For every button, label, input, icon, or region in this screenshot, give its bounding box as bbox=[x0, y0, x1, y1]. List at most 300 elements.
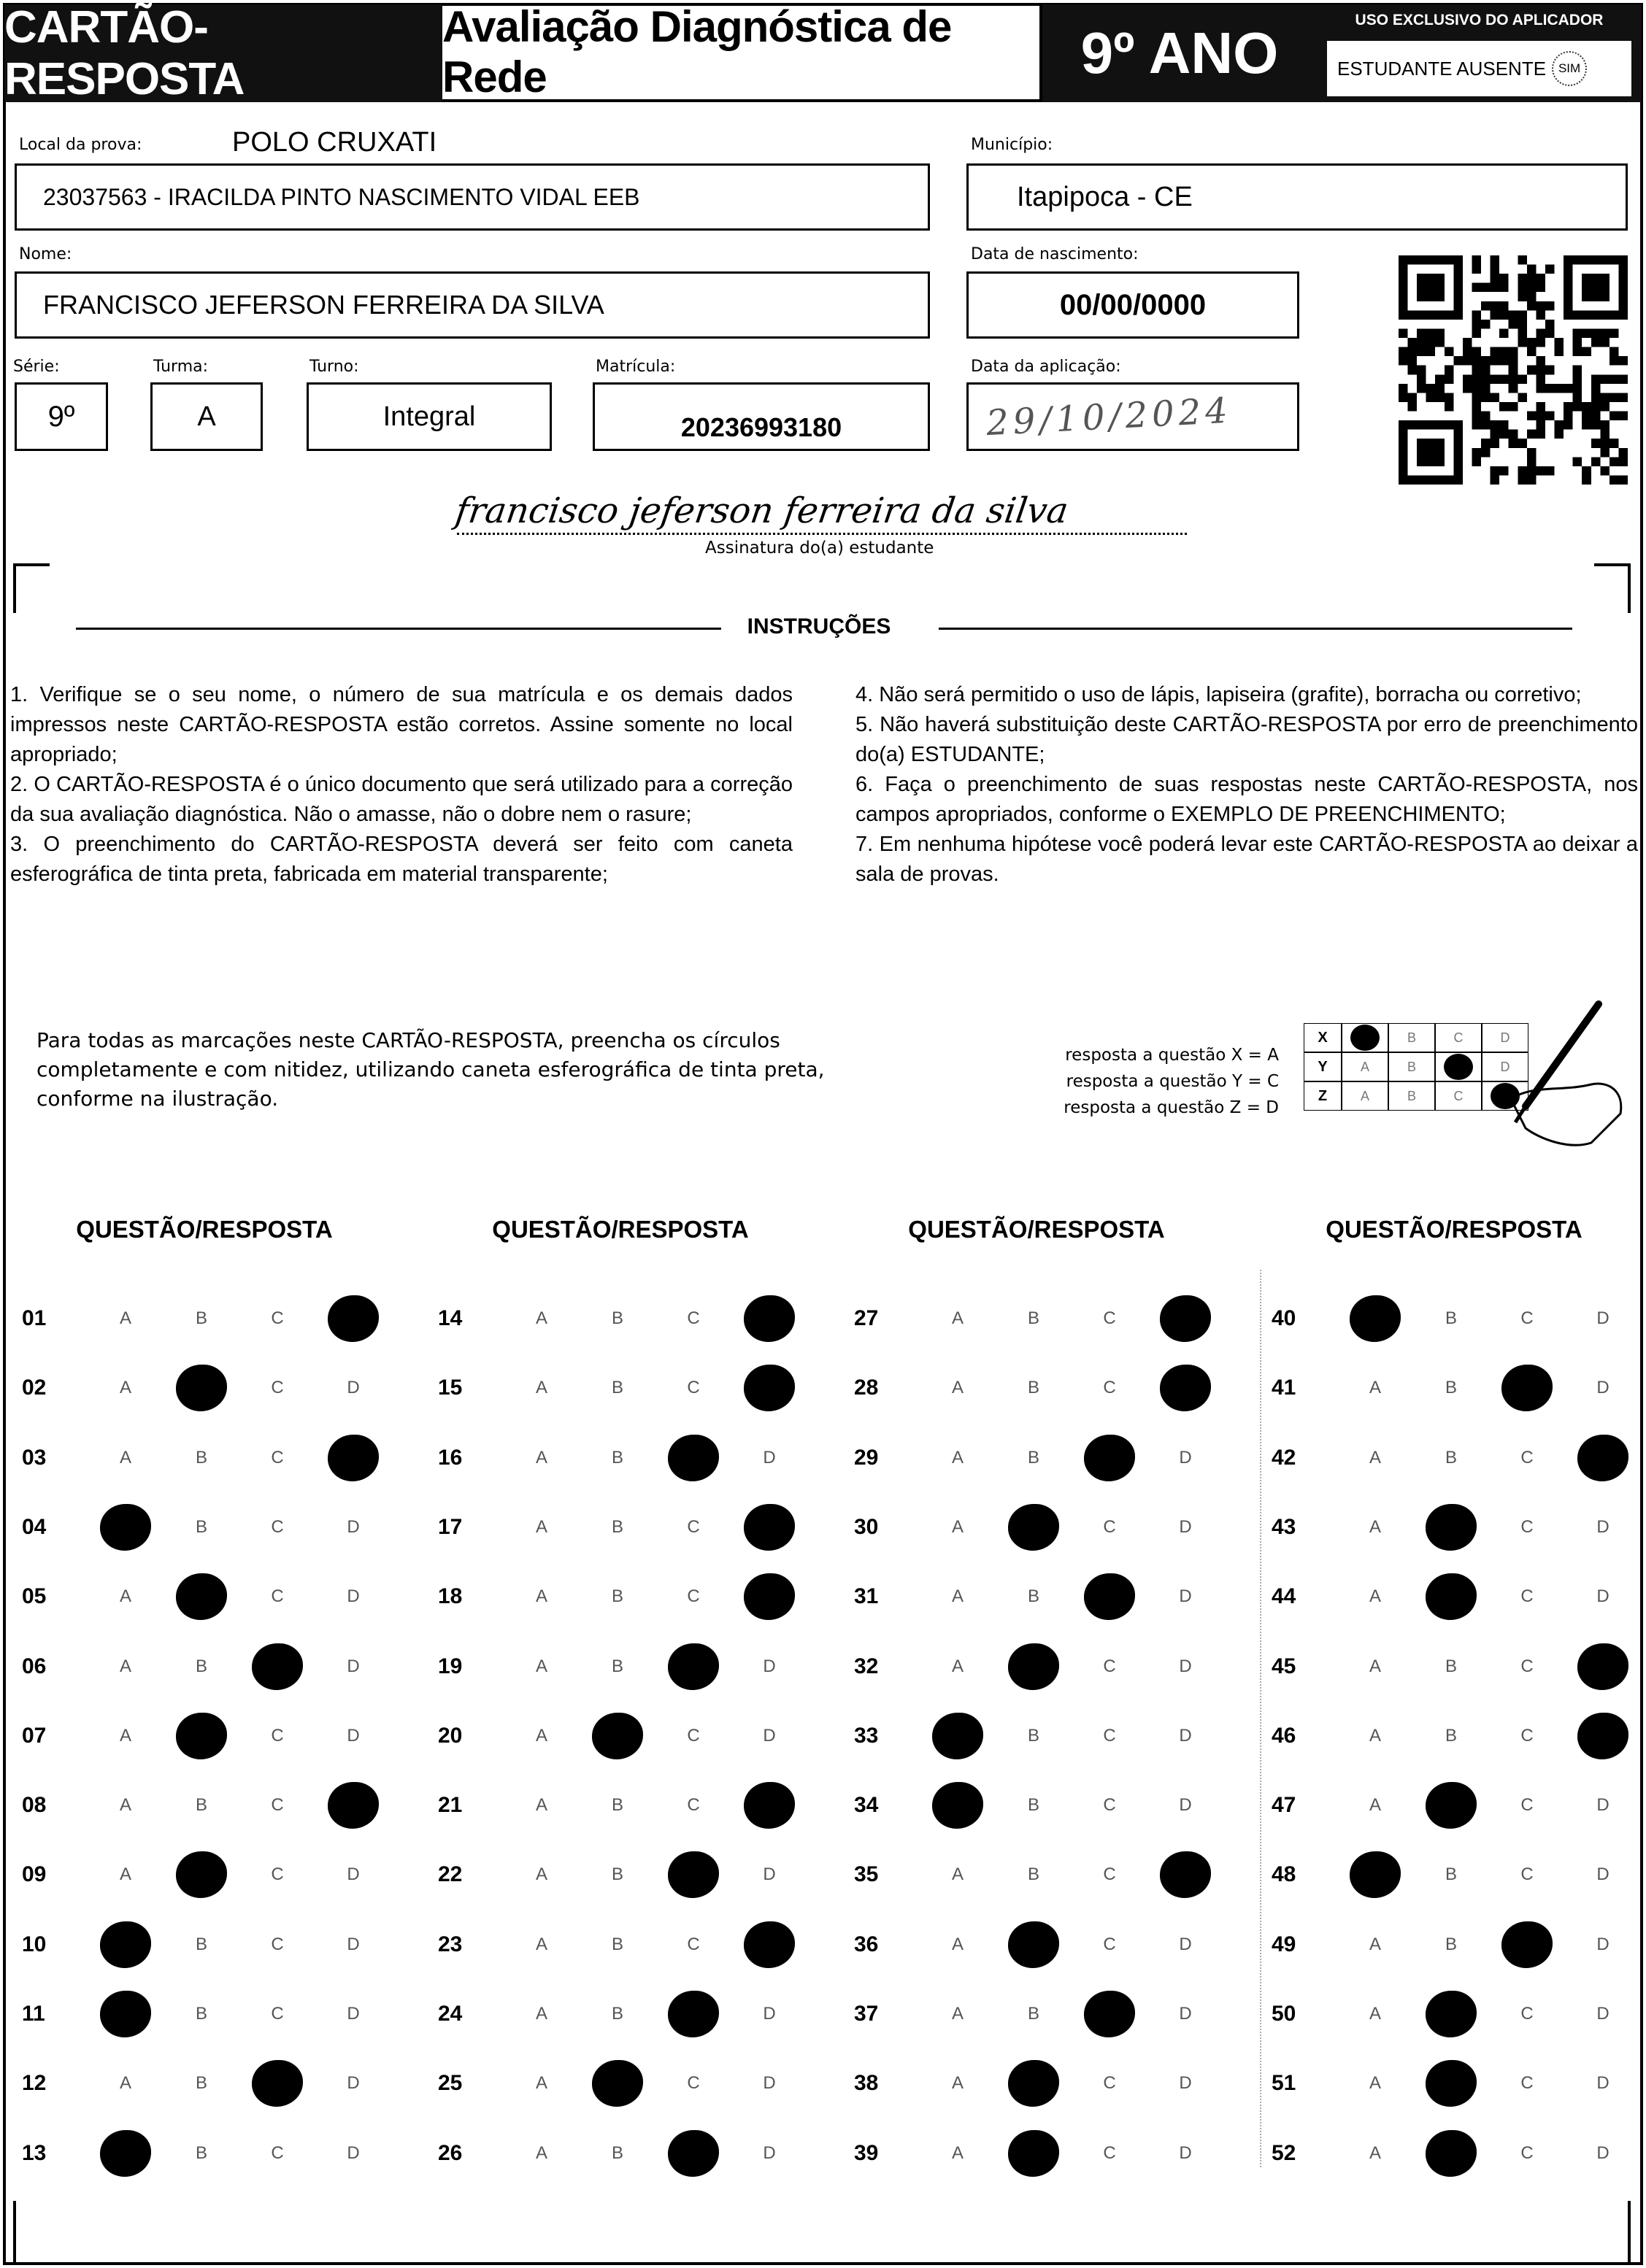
question-number: 26 bbox=[438, 2140, 463, 2165]
answer-bubble-filled[interactable] bbox=[996, 1921, 1072, 1968]
example-option: D bbox=[1482, 1023, 1528, 1052]
answer-bubble[interactable] bbox=[1565, 2073, 1641, 2094]
option-letter: A bbox=[1369, 1795, 1381, 1816]
answer-bubble[interactable] bbox=[1565, 1795, 1641, 1816]
answer-bubble-filled[interactable] bbox=[1337, 1295, 1413, 1342]
answer-bubble[interactable] bbox=[1147, 1586, 1223, 1607]
answer-bubble[interactable] bbox=[580, 1586, 655, 1607]
option-letter: D bbox=[1596, 2142, 1610, 2163]
answer-bubble[interactable] bbox=[580, 1656, 655, 1677]
answer-bubble[interactable] bbox=[1565, 1935, 1641, 1955]
signature-line bbox=[457, 533, 1187, 535]
option-letter: B bbox=[195, 1934, 207, 1954]
turma-box: A bbox=[150, 382, 263, 451]
answer-bubble[interactable] bbox=[731, 1726, 807, 1746]
answer-bubble[interactable] bbox=[504, 1864, 580, 1885]
answer-bubble[interactable] bbox=[1489, 1517, 1565, 1538]
answer-bubble[interactable] bbox=[1147, 2143, 1223, 2164]
answer-bubble-filled[interactable] bbox=[1489, 1921, 1565, 1968]
answer-bubble-filled[interactable] bbox=[88, 1921, 164, 1968]
answer-bubble[interactable] bbox=[655, 1308, 731, 1329]
option-letter: A bbox=[951, 1586, 964, 1607]
answer-bubble-filled[interactable] bbox=[731, 1295, 807, 1342]
answer-bubble[interactable] bbox=[239, 1586, 315, 1607]
filled-mark bbox=[668, 1643, 719, 1690]
answer-bubble[interactable] bbox=[1413, 1308, 1489, 1329]
answer-bubble[interactable] bbox=[504, 1378, 580, 1398]
answer-bubble[interactable] bbox=[731, 1864, 807, 1885]
answer-bubble-filled[interactable] bbox=[655, 2130, 731, 2177]
answer-bubble[interactable] bbox=[920, 1935, 996, 1955]
answer-bubble[interactable] bbox=[239, 1795, 315, 1816]
answer-bubble[interactable] bbox=[920, 2004, 996, 2024]
answer-bubble[interactable] bbox=[1147, 1656, 1223, 1677]
answer-bubble[interactable] bbox=[580, 1864, 655, 1885]
answer-bubble[interactable] bbox=[164, 1795, 239, 1816]
answer-bubble[interactable] bbox=[1413, 1656, 1489, 1677]
answer-bubble[interactable] bbox=[504, 2143, 580, 2164]
answer-bubble-filled[interactable] bbox=[1413, 1573, 1489, 1620]
answer-bubble[interactable] bbox=[1072, 1795, 1147, 1816]
option-letter: D bbox=[763, 2004, 776, 2024]
filled-mark bbox=[1426, 2060, 1477, 2107]
answer-bubble[interactable] bbox=[996, 1726, 1072, 1746]
answer-bubble[interactable] bbox=[1489, 1726, 1565, 1746]
answer-bubble[interactable] bbox=[655, 1378, 731, 1398]
answer-bubble[interactable] bbox=[920, 2143, 996, 2164]
answer-row bbox=[438, 1362, 807, 1413]
example-question-label: Y bbox=[1304, 1052, 1342, 1081]
answer-bubble-filled[interactable] bbox=[920, 1713, 996, 1759]
answer-bubble[interactable] bbox=[504, 1935, 580, 1955]
answer-row bbox=[438, 1919, 807, 1970]
answer-bubble-filled[interactable] bbox=[996, 2060, 1072, 2107]
answer-bubble[interactable] bbox=[1337, 1656, 1413, 1677]
answer-bubble[interactable] bbox=[920, 1586, 996, 1607]
answer-bubble[interactable] bbox=[1337, 1935, 1413, 1955]
answer-bubble[interactable] bbox=[1565, 1864, 1641, 1885]
answer-bubble[interactable] bbox=[1565, 1517, 1641, 1538]
question-number: 11 bbox=[22, 2002, 45, 2026]
answer-bubble[interactable] bbox=[239, 1448, 315, 1468]
answer-bubble[interactable] bbox=[239, 2143, 315, 2164]
answer-bubble-filled[interactable] bbox=[996, 1643, 1072, 1690]
answer-bubble[interactable] bbox=[920, 1864, 996, 1885]
answer-bubble[interactable] bbox=[1489, 1448, 1565, 1468]
answer-bubble[interactable] bbox=[920, 2073, 996, 2094]
answer-bubble[interactable] bbox=[1337, 2143, 1413, 2164]
answer-row bbox=[22, 1432, 391, 1484]
answer-bubble-filled[interactable] bbox=[996, 1504, 1072, 1551]
answer-bubble[interactable] bbox=[88, 1378, 164, 1398]
example-option: B bbox=[1388, 1081, 1435, 1111]
answer-bubble-filled[interactable] bbox=[731, 1921, 807, 1968]
answer-bubble-filled[interactable] bbox=[1147, 1851, 1223, 1898]
option-letter: B bbox=[195, 1795, 207, 1816]
option-letter: C bbox=[1103, 1516, 1116, 1537]
answer-bubble-filled[interactable] bbox=[1489, 1365, 1565, 1411]
answer-bubble[interactable] bbox=[164, 1448, 239, 1468]
option-letter: B bbox=[195, 1516, 207, 1537]
answer-bubble[interactable] bbox=[1413, 1935, 1489, 1955]
answer-bubble-filled[interactable] bbox=[315, 1435, 391, 1481]
matricula-box: 20236993180 bbox=[593, 382, 930, 451]
answer-bubble[interactable] bbox=[655, 1517, 731, 1538]
answer-bubble[interactable] bbox=[315, 1935, 391, 1955]
answer-bubble-filled[interactable] bbox=[88, 1504, 164, 1551]
answer-bubble[interactable] bbox=[1072, 1864, 1147, 1885]
answer-bubble[interactable] bbox=[731, 2073, 807, 2094]
answer-bubble[interactable] bbox=[996, 2004, 1072, 2024]
answer-bubble[interactable] bbox=[1489, 2073, 1565, 2094]
answer-bubble-filled[interactable] bbox=[1413, 1782, 1489, 1829]
answer-bubble[interactable] bbox=[504, 1586, 580, 1607]
answer-bubble[interactable] bbox=[504, 1656, 580, 1677]
answer-bubble[interactable] bbox=[239, 1308, 315, 1329]
answer-bubble[interactable] bbox=[580, 1308, 655, 1329]
answer-bubble[interactable] bbox=[315, 1517, 391, 1538]
answer-bubble[interactable] bbox=[1413, 1448, 1489, 1468]
answer-bubble-filled[interactable] bbox=[164, 1573, 239, 1620]
option-letter: D bbox=[1596, 1934, 1610, 1954]
answer-row bbox=[22, 1641, 391, 1692]
answer-bubble-filled[interactable] bbox=[1072, 1573, 1147, 1620]
answer-bubble[interactable] bbox=[88, 1448, 164, 1468]
answer-row bbox=[438, 1432, 807, 1484]
example-line: resposta a questão X = A bbox=[1065, 1046, 1279, 1065]
answer-bubble[interactable] bbox=[1147, 2004, 1223, 2024]
question-number: 36 bbox=[854, 1932, 879, 1956]
option-letter: D bbox=[1179, 1725, 1192, 1746]
serie-label: Série: bbox=[13, 358, 60, 376]
answer-bubble[interactable] bbox=[239, 2004, 315, 2024]
answer-bubble[interactable] bbox=[1337, 2004, 1413, 2024]
answer-bubble[interactable] bbox=[1072, 1935, 1147, 1955]
answer-bubble[interactable] bbox=[996, 1586, 1072, 1607]
option-letter: B bbox=[195, 1308, 207, 1328]
answer-bubble-filled[interactable] bbox=[88, 2130, 164, 2177]
option-letter: A bbox=[1369, 1656, 1381, 1676]
answer-bubble[interactable] bbox=[996, 1795, 1072, 1816]
answer-bubble[interactable] bbox=[239, 1726, 315, 1746]
option-letter: B bbox=[195, 2142, 207, 2163]
answer-bubble[interactable] bbox=[1489, 1586, 1565, 1607]
answer-bubble-filled[interactable] bbox=[1147, 1295, 1223, 1342]
answer-bubble[interactable] bbox=[655, 1795, 731, 1816]
answer-bubble[interactable] bbox=[1337, 2073, 1413, 2094]
answer-bubble[interactable] bbox=[1565, 2143, 1641, 2164]
answer-bubble-filled[interactable] bbox=[164, 1365, 239, 1411]
example-lines bbox=[1001, 1042, 1279, 1121]
answer-bubble[interactable] bbox=[315, 2143, 391, 2164]
option-letter: A bbox=[119, 1656, 131, 1676]
answer-bubble[interactable] bbox=[1337, 1448, 1413, 1468]
answer-bubble[interactable] bbox=[315, 1586, 391, 1607]
option-letter: B bbox=[1027, 2004, 1039, 2024]
answer-bubble-filled[interactable] bbox=[655, 1435, 731, 1481]
answer-bubble-filled[interactable] bbox=[1072, 1435, 1147, 1481]
answer-bubble[interactable] bbox=[1147, 1517, 1223, 1538]
answer-bubble[interactable] bbox=[164, 1935, 239, 1955]
answer-bubble[interactable] bbox=[1072, 2073, 1147, 2094]
answer-bubble-filled[interactable] bbox=[315, 1782, 391, 1829]
instruction-item: 4. Não será permitido o uso de lápis, lapiseira (grafite), borracha ou corretivo; bbox=[855, 683, 1582, 706]
option-letter: B bbox=[1445, 1864, 1457, 1885]
filled-mark bbox=[744, 1365, 795, 1411]
answer-bubble[interactable] bbox=[164, 1656, 239, 1677]
answer-bubble[interactable] bbox=[996, 1448, 1072, 1468]
answer-bubble[interactable] bbox=[315, 1656, 391, 1677]
answer-bubble[interactable] bbox=[1147, 1726, 1223, 1746]
answer-bubble-filled[interactable] bbox=[731, 1504, 807, 1551]
answer-bubble[interactable] bbox=[580, 1795, 655, 1816]
answer-bubble[interactable] bbox=[580, 1517, 655, 1538]
option-letter: B bbox=[1445, 1308, 1457, 1328]
answer-bubble[interactable] bbox=[164, 1308, 239, 1329]
local-label: Local da prova: bbox=[19, 136, 142, 154]
answer-bubble-filled[interactable] bbox=[580, 2060, 655, 2107]
answer-bubble[interactable] bbox=[1337, 1517, 1413, 1538]
answer-bubble[interactable] bbox=[88, 1656, 164, 1677]
answer-bubble[interactable] bbox=[655, 2073, 731, 2094]
answer-bubble-filled[interactable] bbox=[580, 1713, 655, 1759]
answer-bubble[interactable] bbox=[504, 1726, 580, 1746]
answer-bubble-filled[interactable] bbox=[1413, 2060, 1489, 2107]
option-letter: C bbox=[687, 1725, 700, 1746]
question-number: 01 bbox=[22, 1306, 47, 1330]
answer-bubble-filled[interactable] bbox=[239, 1643, 315, 1690]
question-number: 43 bbox=[1272, 1514, 1296, 1539]
answer-bubble[interactable] bbox=[1337, 1586, 1413, 1607]
option-letter: C bbox=[687, 1795, 700, 1816]
answer-bubble[interactable] bbox=[88, 1864, 164, 1885]
option-letter: C bbox=[271, 1447, 284, 1467]
grade-badge: 9º ANO bbox=[1042, 4, 1317, 102]
answer-bubble[interactable] bbox=[88, 1308, 164, 1329]
answer-bubble[interactable] bbox=[504, 1795, 580, 1816]
answer-bubble[interactable] bbox=[731, 2143, 807, 2164]
answer-bubble[interactable] bbox=[1072, 1517, 1147, 1538]
answer-bubble-filled[interactable] bbox=[164, 1851, 239, 1898]
answer-bubble[interactable] bbox=[1489, 1308, 1565, 1329]
answer-bubble-filled[interactable] bbox=[1413, 1504, 1489, 1551]
answer-bubble[interactable] bbox=[504, 1448, 580, 1468]
filled-mark bbox=[1160, 1365, 1211, 1411]
answer-bubble-filled[interactable] bbox=[731, 1782, 807, 1829]
answer-bubble[interactable] bbox=[315, 2073, 391, 2094]
answer-bubble-filled[interactable] bbox=[655, 1991, 731, 2037]
answer-bubble[interactable] bbox=[1489, 1864, 1565, 1885]
filled-mark bbox=[176, 1365, 227, 1411]
answer-bubble[interactable] bbox=[504, 1308, 580, 1329]
option-letter: D bbox=[1596, 1516, 1610, 1537]
answer-bubble[interactable] bbox=[920, 1308, 996, 1329]
answer-bubble[interactable] bbox=[1147, 1935, 1223, 1955]
answer-bubble[interactable] bbox=[920, 1378, 996, 1398]
answer-bubble[interactable] bbox=[164, 2004, 239, 2024]
question-number: 02 bbox=[22, 1376, 47, 1400]
answer-row bbox=[854, 1502, 1223, 1553]
answer-bubble-filled[interactable] bbox=[1413, 2130, 1489, 2177]
filled-mark bbox=[592, 2060, 643, 2107]
answer-bubble[interactable] bbox=[1489, 2004, 1565, 2024]
answer-bubble[interactable] bbox=[504, 1517, 580, 1538]
answer-bubble[interactable] bbox=[88, 2073, 164, 2094]
applicator-panel bbox=[1317, 4, 1642, 102]
answer-row bbox=[854, 1571, 1223, 1622]
answer-bubble-filled[interactable] bbox=[655, 1643, 731, 1690]
answer-bubble[interactable] bbox=[1489, 1795, 1565, 1816]
filled-mark bbox=[668, 1991, 719, 2037]
local-value: POLO CRUXATI bbox=[232, 127, 437, 158]
question-number: 51 bbox=[1272, 2071, 1296, 2096]
answer-bubble[interactable] bbox=[996, 1308, 1072, 1329]
answer-bubble-filled[interactable] bbox=[88, 1991, 164, 2037]
answer-bubble[interactable] bbox=[239, 1864, 315, 1885]
answer-bubble[interactable] bbox=[655, 1935, 731, 1955]
answer-bubble[interactable] bbox=[580, 2004, 655, 2024]
answer-row bbox=[1272, 2058, 1641, 2109]
answer-bubble-filled[interactable] bbox=[315, 1295, 391, 1342]
answer-bubble[interactable] bbox=[239, 1935, 315, 1955]
option-letter: A bbox=[535, 1447, 547, 1467]
answer-bubble[interactable] bbox=[996, 1864, 1072, 1885]
municipio-label: Município: bbox=[971, 136, 1053, 154]
answer-bubble[interactable] bbox=[655, 1586, 731, 1607]
answer-bubble[interactable] bbox=[1147, 2073, 1223, 2094]
answer-bubble[interactable] bbox=[1147, 1795, 1223, 1816]
filled-mark bbox=[1501, 1365, 1553, 1411]
question-number: 19 bbox=[438, 1654, 463, 1678]
option-letter: A bbox=[951, 1378, 964, 1398]
filled-mark bbox=[252, 1643, 303, 1690]
option-letter: D bbox=[1179, 1586, 1192, 1607]
answer-bubble[interactable] bbox=[239, 1517, 315, 1538]
nascimento-label: Data de nascimento: bbox=[971, 245, 1139, 263]
answer-bubble-filled[interactable] bbox=[1565, 1713, 1641, 1759]
answer-bubble[interactable] bbox=[1072, 1656, 1147, 1677]
answer-bubble[interactable] bbox=[655, 1726, 731, 1746]
absent-checkbox[interactable] bbox=[1552, 51, 1587, 86]
option-letter: A bbox=[951, 2004, 964, 2024]
answer-bubble[interactable] bbox=[315, 1726, 391, 1746]
answer-row bbox=[854, 2058, 1223, 2109]
answer-bubble[interactable] bbox=[1565, 1378, 1641, 1398]
option-letter: A bbox=[535, 1795, 547, 1816]
answer-bubble[interactable] bbox=[164, 2073, 239, 2094]
answer-bubble[interactable] bbox=[580, 1378, 655, 1398]
answer-bubble[interactable] bbox=[1072, 2143, 1147, 2164]
answer-bubble[interactable] bbox=[1072, 1726, 1147, 1746]
answer-bubble[interactable] bbox=[88, 1586, 164, 1607]
option-letter: A bbox=[119, 1447, 131, 1467]
instructions-rule-right bbox=[939, 628, 1572, 630]
option-letter: A bbox=[535, 1516, 547, 1537]
answer-bubble[interactable] bbox=[1337, 1795, 1413, 1816]
answer-bubble[interactable] bbox=[1413, 1378, 1489, 1398]
answer-bubble[interactable] bbox=[315, 1378, 391, 1398]
answer-bubble[interactable] bbox=[315, 2004, 391, 2024]
answer-bubble-filled[interactable] bbox=[1147, 1365, 1223, 1411]
example-option: B bbox=[1388, 1052, 1435, 1081]
answer-bubble[interactable] bbox=[88, 1726, 164, 1746]
answer-bubble[interactable] bbox=[1413, 1864, 1489, 1885]
answer-bubble-filled[interactable] bbox=[1413, 1991, 1489, 2037]
answer-bubble[interactable] bbox=[580, 1935, 655, 1955]
nascimento-box: 00/00/0000 bbox=[966, 271, 1299, 339]
answer-bubble[interactable] bbox=[504, 2073, 580, 2094]
answer-bubble[interactable] bbox=[1337, 1726, 1413, 1746]
answer-bubble[interactable] bbox=[920, 1656, 996, 1677]
answer-bubble-filled[interactable] bbox=[164, 1713, 239, 1759]
answer-bubble[interactable] bbox=[1565, 1586, 1641, 1607]
option-letter: C bbox=[687, 1586, 700, 1607]
filled-mark bbox=[1008, 2060, 1059, 2107]
answer-bubble[interactable] bbox=[1565, 1308, 1641, 1329]
answer-bubble-filled[interactable] bbox=[996, 2130, 1072, 2177]
answer-bubble[interactable] bbox=[1147, 1448, 1223, 1468]
answer-bubble[interactable] bbox=[1337, 1378, 1413, 1398]
answer-bubble[interactable] bbox=[164, 2143, 239, 2164]
answer-bubble[interactable] bbox=[1072, 1378, 1147, 1398]
answer-bubble-filled[interactable] bbox=[731, 1573, 807, 1620]
option-letter: A bbox=[951, 2142, 964, 2163]
option-letter: D bbox=[1179, 1516, 1192, 1537]
option-letter: B bbox=[611, 1447, 623, 1467]
answer-bubble[interactable] bbox=[88, 1795, 164, 1816]
answer-bubble-filled[interactable] bbox=[655, 1851, 731, 1898]
answer-bubble[interactable] bbox=[996, 1378, 1072, 1398]
answer-bubble[interactable] bbox=[1489, 1656, 1565, 1677]
answer-row bbox=[438, 1989, 807, 2040]
answer-bubble[interactable] bbox=[580, 1448, 655, 1468]
answer-bubble[interactable] bbox=[164, 1517, 239, 1538]
answer-bubble[interactable] bbox=[315, 1864, 391, 1885]
answer-bubble[interactable] bbox=[731, 1656, 807, 1677]
answer-bubble[interactable] bbox=[920, 1517, 996, 1538]
question-number: 05 bbox=[22, 1584, 47, 1609]
answer-bubble-filled[interactable] bbox=[1565, 1643, 1641, 1690]
answer-bubble[interactable] bbox=[580, 2143, 655, 2164]
answer-bubble[interactable] bbox=[1072, 1308, 1147, 1329]
answer-bubble[interactable] bbox=[239, 1378, 315, 1398]
answer-bubble[interactable] bbox=[504, 2004, 580, 2024]
turma-label: Turma: bbox=[153, 358, 209, 376]
answer-bubble[interactable] bbox=[920, 1448, 996, 1468]
answer-bubble-filled[interactable] bbox=[1337, 1851, 1413, 1898]
answer-bubble-filled[interactable] bbox=[1565, 1435, 1641, 1481]
option-letter: D bbox=[347, 1934, 360, 1954]
answer-bubble[interactable] bbox=[1489, 2143, 1565, 2164]
answer-bubble[interactable] bbox=[1565, 2004, 1641, 2024]
answer-bubble[interactable] bbox=[731, 2004, 807, 2024]
answer-row bbox=[22, 1362, 391, 1413]
option-letter: C bbox=[1103, 1378, 1116, 1398]
example-option: C bbox=[1435, 1023, 1482, 1052]
answer-bubble-filled[interactable] bbox=[920, 1782, 996, 1829]
answer-bubble[interactable] bbox=[1413, 1726, 1489, 1746]
fill-note: Para todas as marcações neste CARTÃO-RESPOSTA, preencha os círculos completamente e com nitidez, utilizando caneta esferográfica de tinta preta, conforme na ilustração. bbox=[36, 1028, 825, 1111]
option-letter: D bbox=[1179, 1447, 1192, 1467]
example-option: C bbox=[1435, 1081, 1482, 1111]
example-option: A bbox=[1342, 1081, 1388, 1111]
answer-bubble-filled[interactable] bbox=[1072, 1991, 1147, 2037]
filled-mark bbox=[176, 1851, 227, 1898]
answer-bubble[interactable] bbox=[731, 1448, 807, 1468]
option-letter: B bbox=[1445, 1934, 1457, 1954]
answer-bubble-filled[interactable] bbox=[731, 1365, 807, 1411]
answer-bubble-filled[interactable] bbox=[239, 2060, 315, 2107]
